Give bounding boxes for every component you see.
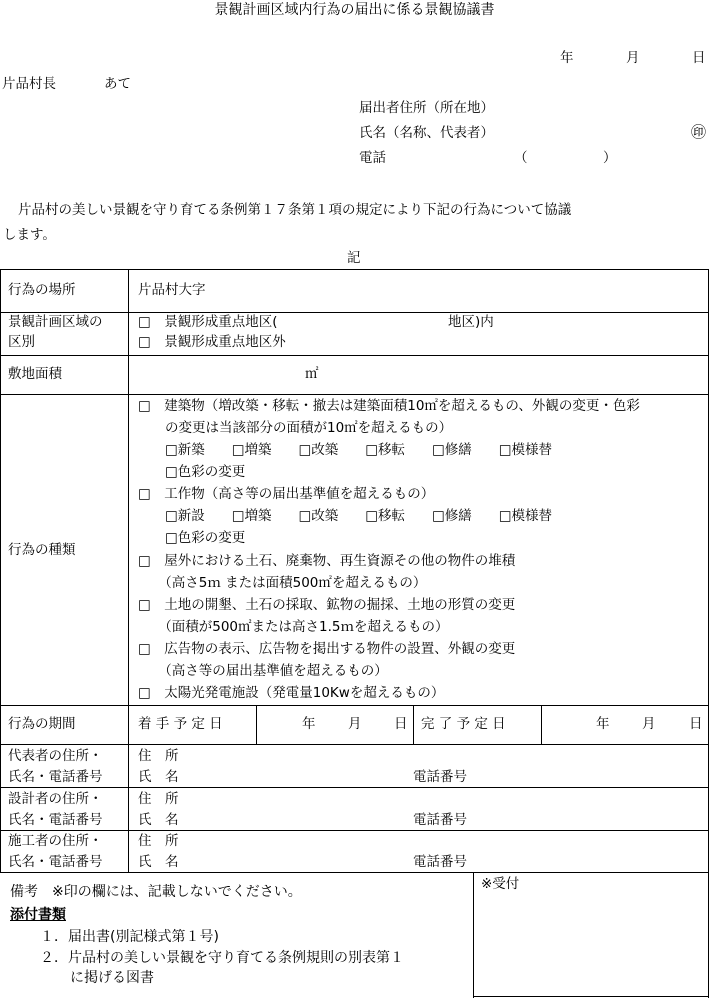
kind-line: （高さ5ｍ または面積500㎡を超えるもの） xyxy=(138,575,427,591)
rep-phone-label: 電話番号 xyxy=(413,769,467,785)
site-area-label: 敷地面積 xyxy=(8,366,62,382)
table-rule xyxy=(473,872,474,998)
phone-paren-open: （ xyxy=(514,150,528,166)
addressee-suffix: あて xyxy=(104,76,131,92)
attachments-title: 添付書類 xyxy=(10,907,66,923)
builder-label-1: 施工者の住所・ xyxy=(8,833,103,849)
table-rule xyxy=(0,830,709,831)
phone-paren-close: ） xyxy=(603,150,617,166)
kind-line: の変更は当該部分の面積が10㎡を超えるもの） xyxy=(138,420,453,436)
site-area-unit: ㎡ xyxy=(305,366,319,382)
rep-name-label: 氏 名 xyxy=(138,769,179,785)
area-type-label-2: 区別 xyxy=(8,334,35,350)
rep-label-1: 代表者の住所・ xyxy=(8,748,103,764)
designer-name-label: 氏 名 xyxy=(138,812,179,828)
applicant-name-label: 氏名（名称、代表者） xyxy=(359,125,494,141)
period-start-year: 年 xyxy=(302,716,316,732)
area-type-option-1-end: 地区)内 xyxy=(448,314,494,330)
location-value: 片品村大字 xyxy=(138,282,206,298)
builder-address-label: 住 所 xyxy=(138,833,179,849)
kind-line: □ 広告物の表示、広告物を掲出する物件の設置、外観の変更 xyxy=(138,641,516,657)
intro-line-1: 片品村の美しい景観を守り育てる条例第１７条第１項の規定により下記の行為について協議 xyxy=(18,202,572,218)
area-type-option-1: □ 景観形成重点地区( xyxy=(138,314,278,330)
table-rule xyxy=(0,355,709,356)
date-month: 月 xyxy=(626,50,640,66)
kind-line: □色彩の変更 xyxy=(138,530,246,546)
date-year: 年 xyxy=(560,50,574,66)
kind-line: □色彩の変更 xyxy=(138,464,246,480)
addressee-name: 片品村長 xyxy=(2,76,56,92)
kind-line: □ 太陽光発電施設（発電量10Kwを超えるもの） xyxy=(138,685,445,701)
table-rule xyxy=(0,872,709,873)
applicant-phone-label: 電話 xyxy=(359,150,386,166)
period-label: 行為の期間 xyxy=(8,716,76,732)
table-rule xyxy=(413,705,414,744)
designer-label-2: 氏名・電話番号 xyxy=(8,812,103,828)
period-start-label: 着 手 予 定 日 xyxy=(138,716,223,732)
seal-mark: ㊞ xyxy=(691,123,707,141)
designer-address-label: 住 所 xyxy=(138,791,179,807)
location-label: 行為の場所 xyxy=(8,282,76,298)
kind-label: 行為の種類 xyxy=(8,542,76,558)
attachment-item-2-cont: に掲げる図書 xyxy=(70,970,154,986)
period-end-day: 日 xyxy=(689,716,703,732)
table-rule xyxy=(0,787,709,788)
table-rule xyxy=(256,705,257,744)
period-start-month: 月 xyxy=(348,716,362,732)
kind-line: （面積が500㎡または高さ1.5ｍを超えるもの） xyxy=(138,619,449,635)
builder-label-2: 氏名・電話番号 xyxy=(8,854,103,870)
designer-phone-label: 電話番号 xyxy=(413,812,467,828)
attachment-item-1: １．届出書(別記様式第１号) xyxy=(40,929,219,945)
area-type-option-2: □ 景観形成重点地区外 xyxy=(138,334,286,350)
period-end-label: 完 了 予 定 日 xyxy=(421,716,506,732)
document-title: 景観計画区域内行為の届出に係る景観協議書 xyxy=(214,2,495,18)
table-rule xyxy=(541,705,542,744)
table-rule xyxy=(128,269,129,873)
designer-label-1: 設計者の住所・ xyxy=(8,791,103,807)
attachment-item-2: ２．片品村の美しい景観を守り育てる条例規則の別表第１ xyxy=(40,950,404,966)
builder-name-label: 氏 名 xyxy=(138,854,179,870)
kind-line: □ 工作物（高さ等の届出基準値を超えるもの） xyxy=(138,486,435,502)
table-rule xyxy=(0,705,709,706)
table-rule xyxy=(0,312,709,313)
rep-label-2: 氏名・電話番号 xyxy=(8,769,103,785)
table-rule xyxy=(0,744,709,745)
period-start-day: 日 xyxy=(394,716,408,732)
kind-line: □新設 □増築 □改築 □移転 □修繕 □模様替 xyxy=(138,508,553,524)
kind-line: □ 土地の開墾、土石の採取、鉱物の掘採、土地の形質の変更 xyxy=(138,597,516,613)
rep-address-label: 住 所 xyxy=(138,748,179,764)
remarks-note: 備考 ※印の欄には、記載しないでください。 xyxy=(10,884,302,900)
area-type-label-1: 景観計画区域の xyxy=(8,314,103,330)
builder-phone-label: 電話番号 xyxy=(413,854,467,870)
applicant-address-label: 届出者住所（所在地） xyxy=(359,100,494,116)
table-rule xyxy=(0,269,709,270)
date-day: 日 xyxy=(692,50,706,66)
receipt-label: ※受付 xyxy=(481,876,520,892)
kind-line: □新築 □増築 □改築 □移転 □修繕 □模様替 xyxy=(138,442,553,458)
kind-line: （高さ等の届出基準値を超えるもの） xyxy=(138,663,388,679)
kind-line: □ 建築物（増改築・移転・撤去は建築面積10㎡を超えるもの、外観の変更・色彩 xyxy=(138,398,640,414)
period-end-month: 月 xyxy=(642,716,656,732)
kind-line: □ 屋外における土石、廃棄物、再生資源その他の物件の堆積 xyxy=(138,553,516,569)
period-end-year: 年 xyxy=(596,716,610,732)
table-rule xyxy=(0,269,1,873)
ki-heading: 記 xyxy=(347,250,361,266)
intro-line-2: します。 xyxy=(3,227,56,243)
table-rule xyxy=(473,996,709,997)
